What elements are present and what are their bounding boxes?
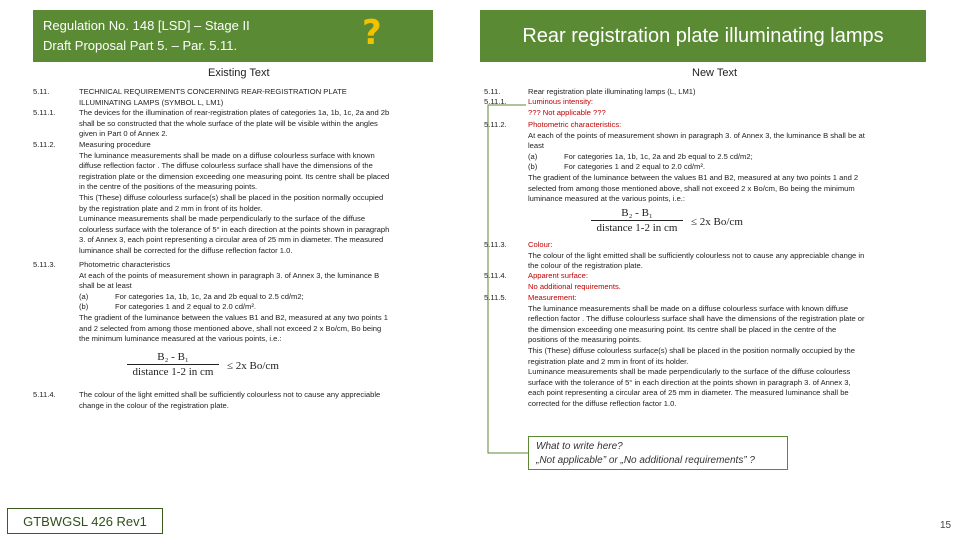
paragraph — [528, 271, 621, 292]
text-line: Photometric characteristics — [79, 260, 171, 269]
text-line: At each of the points of measurement shown in paragraph 3. of Annex 3, the luminance B shall be at — [528, 130, 865, 140]
text-line: The gradient of the luminance between the values B1 and B2, measured at any two points 1 — [79, 312, 389, 322]
text-line: least — [528, 141, 545, 151]
text-line: The gradient of the luminance between the values B1 and B2, measured at any two points 1 and 2 — [528, 172, 859, 182]
new-text-title: New Text — [692, 67, 738, 79]
text-line: corrected for the diffuse reflection factor 1.0. — [528, 398, 677, 408]
paragraph — [79, 390, 380, 411]
text-line: No additional requirements. — [528, 281, 621, 291]
section-number: 5.11. — [484, 87, 501, 96]
list-marker: (b) — [528, 162, 538, 172]
text-line: the dimension exceeding one measuring point. Its centre shall be placed in the centre of the — [528, 324, 837, 334]
gradient-formula — [591, 207, 743, 234]
paragraph — [79, 108, 389, 140]
list-text: For categories 1 and 2 equal to 2.0 cd/m². — [564, 162, 705, 172]
text-line: registration plate and 2 mm in front of its holder. — [528, 356, 689, 366]
formula-rhs: ≤ 2x Bo/cm — [691, 216, 743, 228]
text-line — [79, 292, 388, 303]
question-mark-icon: ? — [362, 13, 382, 53]
list-marker: (a) — [528, 151, 538, 161]
text-line — [528, 162, 865, 173]
text-line: and 2 selected from among those mentioned above, shall not exceed 2 x Bo/cm, Bo being — [79, 323, 382, 333]
text-line: surface with the tolerance of 5° in each direction at the points shown in paragraph 3. of Annex 3, — [528, 377, 851, 387]
text-line: The luminance measurements shall be made on a diffuse colourless surface with known — [79, 150, 375, 160]
formula-numerator: B₂ - B₁ — [591, 207, 683, 221]
text-line: At each of the points of measurement shown in paragraph 3. of Annex 3, the luminance B — [79, 270, 380, 280]
formula-denominator: distance 1-2 in cm — [596, 222, 678, 234]
text-line: diffuse reflection factor . The diffuse colourless surface shall have the dimensions of the — [79, 161, 373, 171]
paragraph — [528, 240, 864, 272]
page-number: 15 — [940, 520, 952, 531]
text-line: TECHNICAL REQUIREMENTS CONCERNING REAR-REGISTRATION PLATE — [79, 87, 347, 96]
paragraph — [79, 140, 389, 257]
regulation-title: Regulation No. 148 [LSD] – Stage II — [43, 18, 250, 33]
text-line: The devices for the illumination of rear-registration plates of categories 1a, 1b, 1c, 2a and 2b — [79, 108, 390, 117]
text-line: each point representing a circular area of 25 mm in diameter. The measured luminance shall be — [528, 388, 849, 398]
draft-proposal-subtitle: Draft Proposal Part 5. – Par. 5.11. — [43, 38, 238, 53]
note-line: „Not applicable” or „No additional requirements” ? — [536, 455, 755, 466]
section-number: 5.11. — [33, 87, 50, 96]
section-number: 5.11.5. — [484, 293, 507, 302]
list-text: For categories 1 and 2 equal to 2.0 cd/m². — [115, 302, 256, 312]
paragraph — [528, 120, 865, 205]
text-line: ??? Not applicable ??? — [528, 107, 606, 117]
existing-text-title: Existing Text — [208, 67, 270, 79]
document-id: GTBWGSL 426 Rev1 — [23, 513, 147, 529]
text-line — [528, 152, 865, 163]
paragraph — [79, 87, 347, 108]
text-line: Rear registration plate illuminating lamps (L, LM1) — [528, 87, 696, 96]
text-line — [79, 302, 388, 313]
text-line: This (These) diffuse colourless surface(s) shall be placed in the position normally occupied by the — [528, 345, 855, 355]
paragraph — [528, 293, 865, 410]
text-line: Apparent surface: — [528, 271, 588, 280]
section-number: 5.11.3. — [33, 260, 56, 269]
list-text: For categories 1a, 1b, 1c, 2a and 2b equal to 2.5 cd/m2; — [115, 291, 304, 301]
text-line: Measurement: — [528, 293, 577, 302]
formula-rhs: ≤ 2x Bo/cm — [227, 360, 279, 372]
section-number: 5.11.1. — [33, 108, 56, 117]
text-line: colourless surface with the tolerance of 5° in each direction at the points shown in paragraph — [79, 224, 390, 234]
note-line: What to write here? — [536, 441, 623, 452]
text-line: shall be at least — [79, 281, 132, 291]
text-line: Measuring procedure — [79, 140, 151, 149]
formula-numerator: B₂ - B₁ — [127, 351, 219, 365]
text-line: luminance measured at the various points, i.e.: — [528, 194, 686, 204]
text-line: 3. of Annex 3, each point representing a circular area of 25 mm in diameter. The measured — [79, 235, 384, 245]
paragraph — [79, 260, 388, 345]
text-line: Luminance measurements shall be made perpendicularly to the surface of the diffuse colourless — [528, 367, 851, 377]
section-number: 5.11.4. — [33, 390, 56, 399]
text-line: selected from among those mentioned above, shall not exceed 2 x Bo/cm, Bo being the minimum — [528, 183, 855, 193]
text-line: positions of the measuring points. — [528, 335, 642, 345]
gradient-formula — [127, 351, 279, 378]
text-line: Luminance measurements shall be made perpendicularly to the surface of the diffuse — [79, 214, 366, 224]
text-line: the minimum luminance measured at the various points, i.e.: — [79, 334, 282, 344]
header-right-banner — [480, 10, 926, 62]
question-note-box — [528, 436, 788, 470]
text-line: luminance shall be corrected for the diffuse reflection factor 1.0. — [79, 245, 293, 255]
section-number: 5.11.4. — [484, 271, 507, 280]
note-connector-line — [470, 95, 540, 465]
section-number: 5.11.2. — [484, 120, 507, 129]
section-number: 5.11.3. — [484, 240, 507, 249]
list-marker: (b) — [79, 302, 89, 312]
text-line: registration plate or the dimension exceeding one measuring point. Its centre shall be placed — [79, 171, 390, 181]
text-line: Colour: — [528, 240, 553, 249]
text-line: the colour of the registration plate. — [528, 261, 643, 271]
text-line: change in the colour of the registration plate. — [79, 400, 229, 410]
formula-denominator: distance 1-2 in cm — [132, 366, 214, 378]
document-id-box — [7, 508, 163, 534]
slide-title: Rear registration plate illuminating lamps — [522, 24, 884, 47]
section-number: 5.11.1. — [484, 97, 507, 106]
text-line: The luminance measurements shall be made on a diffuse colourless surface with known diffuse — [528, 303, 849, 313]
text-line: Luminous intensity: — [528, 97, 594, 106]
section-number: 5.11.2. — [33, 140, 56, 149]
text-line: by the registration plate and 2 mm in front of its holder. — [79, 203, 263, 213]
text-line: This (These) diffuse colourless surface(s) shall be placed in the position normally occupied — [79, 192, 384, 202]
text-line: ILLUMINATING LAMPS (SYMBOL L, LM1) — [79, 97, 224, 107]
paragraph — [528, 87, 696, 98]
text-line: reflection factor . The diffuse colourless surface shall have the dimensions of the registration plate or — [528, 314, 865, 324]
text-line: The colour of the light emitted shall be sufficiently colourless not to cause any appreciable — [79, 390, 381, 399]
text-line: The colour of the light emitted shall be sufficiently colourless not to cause any appreciable change in — [528, 250, 865, 260]
text-line: given in Part 0 of Annex 2. — [79, 129, 168, 139]
text-line: Photometric characteristics: — [528, 120, 622, 129]
list-text: For categories 1a, 1b, 1c, 2a and 2b equal to 2.5 cd/m2; — [564, 151, 753, 161]
list-marker: (a) — [79, 291, 89, 301]
text-line: in the centre of the positions of the measuring points. — [79, 182, 258, 192]
text-line: shall be so constructed that the whole surface of the plate will be visible within the angles — [79, 118, 378, 128]
